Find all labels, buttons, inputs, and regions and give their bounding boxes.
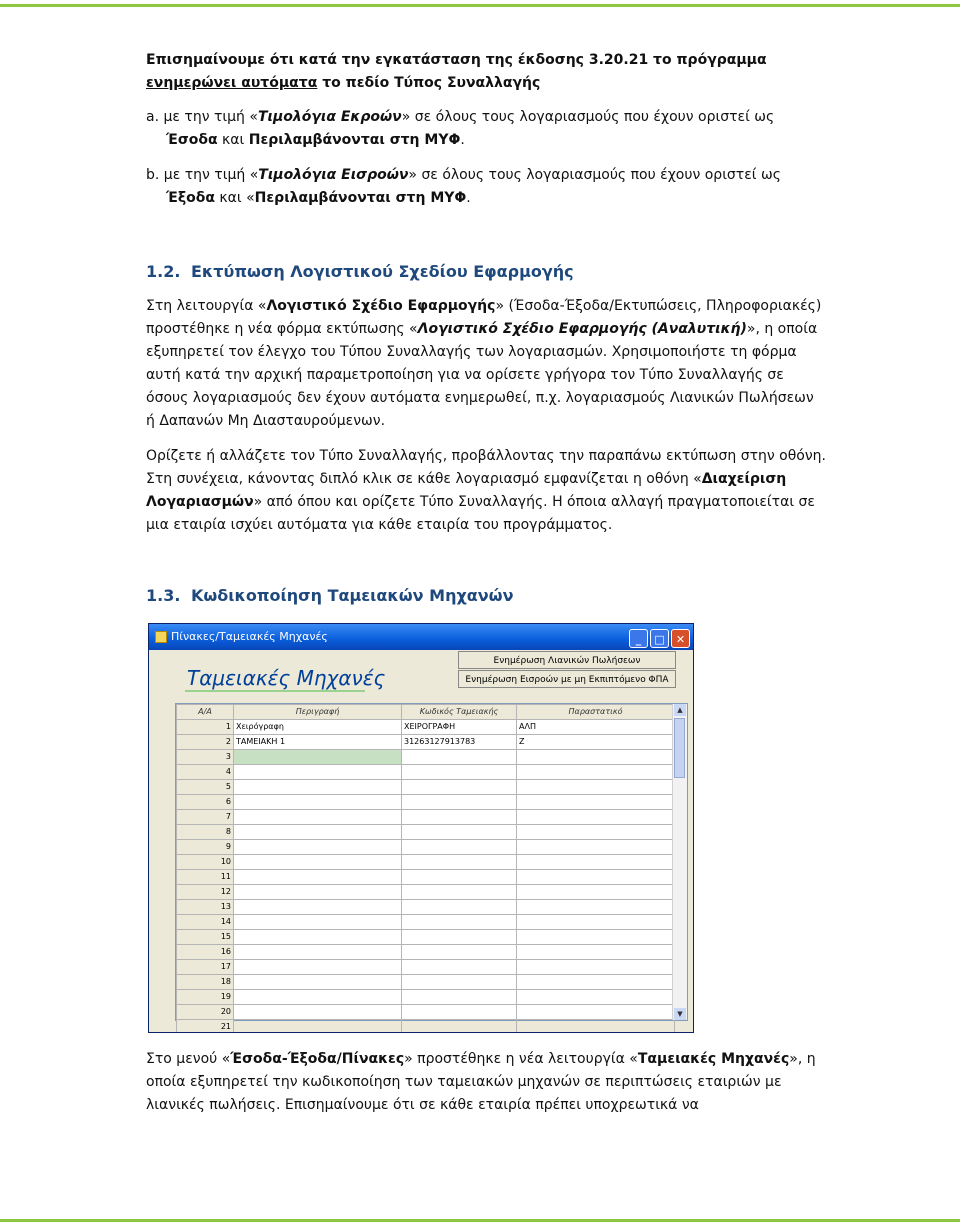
grid-cell[interactable] <box>402 855 517 870</box>
grid-cell[interactable] <box>402 750 517 765</box>
grid-cell[interactable] <box>402 990 517 1005</box>
list-text: . <box>460 132 465 148</box>
window-controls <box>627 627 690 653</box>
grid-cell[interactable]: Ζ <box>517 735 675 750</box>
row-number: 12 <box>177 885 234 900</box>
grid-cell[interactable] <box>234 915 402 930</box>
grid-cell[interactable] <box>517 855 675 870</box>
grid-cell[interactable] <box>517 870 675 885</box>
grid-cell[interactable] <box>402 870 517 885</box>
grid-cell[interactable] <box>234 885 402 900</box>
grid-cell[interactable] <box>234 1005 402 1020</box>
para-bold-italic: Λογιστικό Σχέδιο Εφαρμογής (Αναλυτική) <box>417 321 747 337</box>
list-text: » σε όλους τους λογαριασμούς που έχουν οριστεί ως <box>408 167 781 183</box>
grid-cell[interactable]: ΤΑΜΕΙΑΚΗ 1 <box>234 735 402 750</box>
table-row[interactable] <box>177 885 675 900</box>
cash-register-window <box>148 623 694 1033</box>
grid-cell[interactable] <box>517 780 675 795</box>
intro-text-end: το πεδίο Τύπος Συναλλαγής <box>317 75 541 91</box>
grid-cell[interactable] <box>234 975 402 990</box>
grid-cell[interactable] <box>517 945 675 960</box>
para-bold: Λογιστικό Σχέδιο Εφαρμογής <box>266 298 496 314</box>
list-label: b. <box>146 167 160 183</box>
table-row[interactable] <box>177 720 675 735</box>
final-paragraph <box>146 1048 826 1117</box>
table-row[interactable] <box>177 735 675 750</box>
row-number: 3 <box>177 750 234 765</box>
table-row[interactable] <box>177 780 675 795</box>
list-text: με την τιμή « <box>159 109 258 125</box>
table-row[interactable] <box>177 975 675 990</box>
close-icon[interactable]: ✕ <box>671 629 690 648</box>
table-row[interactable] <box>177 795 675 810</box>
grid-cell[interactable] <box>402 945 517 960</box>
row-number: 18 <box>177 975 234 990</box>
list-label: a. <box>146 109 160 125</box>
list-bold: Περιλαμβάνονται στη ΜΥΦ <box>248 132 461 148</box>
grid-cell[interactable] <box>234 990 402 1005</box>
grid-cell[interactable]: ΑΛΠ <box>517 720 675 735</box>
grid-cell[interactable] <box>234 825 402 840</box>
row-number: 13 <box>177 900 234 915</box>
table-row[interactable] <box>177 840 675 855</box>
table-row[interactable] <box>177 990 675 1005</box>
grid-cell[interactable] <box>402 1005 517 1020</box>
table-row[interactable] <box>177 915 675 930</box>
list-text: και « <box>214 190 255 206</box>
grid-cell[interactable] <box>402 915 517 930</box>
row-number: 8 <box>177 825 234 840</box>
form-title-underline <box>185 690 365 692</box>
grid-cell[interactable] <box>517 750 675 765</box>
scroll-thumb[interactable] <box>674 718 685 778</box>
section-number: 1.2. <box>146 262 181 281</box>
table-row[interactable] <box>177 750 675 765</box>
list-text: . <box>466 190 471 206</box>
column-header[interactable]: Α/Α <box>177 705 234 720</box>
grid-cell[interactable] <box>402 810 517 825</box>
row-number: 6 <box>177 795 234 810</box>
para-bold: Ταμειακές Μηχανές <box>637 1051 790 1067</box>
row-number: 5 <box>177 780 234 795</box>
row-number: 21 <box>177 1020 234 1034</box>
grid-cell[interactable] <box>234 930 402 945</box>
column-header[interactable]: Κωδικός Ταμειακής <box>402 705 517 720</box>
grid-cell[interactable] <box>402 765 517 780</box>
section-title: Κωδικοποίηση Ταμειακών Μηχανών <box>191 586 514 605</box>
maximize-icon[interactable]: □ <box>650 629 669 648</box>
grid-cell[interactable] <box>402 960 517 975</box>
list-bold: Τιμολόγια Εισροών <box>258 167 409 183</box>
table-row[interactable] <box>177 960 675 975</box>
row-number: 11 <box>177 870 234 885</box>
para-text: » από όπου και ορίζετε Τύπο Συναλλαγής. Η όποια αλλαγή πραγματοποιείται σε μια εταιρία ισχύει αυτόματα για κάθε εταιρία του προγράμματος. <box>146 494 815 533</box>
list-bold: Τιμολόγια Εκροών <box>257 109 402 125</box>
list-text: με την τιμή « <box>159 167 259 183</box>
row-number: 20 <box>177 1005 234 1020</box>
table-row[interactable] <box>177 810 675 825</box>
grid-cell[interactable] <box>517 915 675 930</box>
grid-cell[interactable] <box>234 750 402 765</box>
grid-cell[interactable] <box>234 840 402 855</box>
grid-cell[interactable] <box>517 885 675 900</box>
row-number: 10 <box>177 855 234 870</box>
table-row[interactable] <box>177 1020 675 1034</box>
grid-cell[interactable] <box>234 1020 402 1034</box>
row-number: 15 <box>177 930 234 945</box>
grid-cell[interactable]: 31263127913783 <box>402 735 517 750</box>
table-row[interactable] <box>177 825 675 840</box>
grid-cell[interactable] <box>402 900 517 915</box>
grid-cell[interactable] <box>234 945 402 960</box>
grid-cell[interactable] <box>234 810 402 825</box>
grid-cell[interactable] <box>402 1020 517 1034</box>
grid-cell[interactable] <box>234 960 402 975</box>
update-retail-sales-button[interactable]: Ενημέρωση Λιανικών Πωλήσεων <box>458 651 676 669</box>
scroll-up-icon[interactable]: ▲ <box>674 704 686 716</box>
grid-cell[interactable] <box>517 810 675 825</box>
table-row[interactable] <box>177 855 675 870</box>
section-title: Εκτύπωση Λογιστικού Σχεδίου Εφαρμογής <box>191 262 574 281</box>
para-bold: Έσοδα-Έξοδα/Πίνακες <box>230 1051 405 1067</box>
row-number: 19 <box>177 990 234 1005</box>
grid-cell[interactable] <box>517 990 675 1005</box>
para-text: », η οποία εξυπηρετεί την κωδικοποίηση των ταμειακών μηχανών σε περιπτώσεις εταιριών με λιανικές πωλήσεις. Επισημαίνουμε ότι σε κάθε εταιρία πρέπει υποχρεωτικά να <box>146 1051 816 1113</box>
window-title: Πίνακες/Ταμειακές Μηχανές <box>171 630 328 643</box>
section-heading <box>146 586 513 605</box>
window-titlebar[interactable] <box>149 624 693 650</box>
intro-paragraph <box>146 49 826 95</box>
row-number: 17 <box>177 960 234 975</box>
table-row[interactable] <box>177 930 675 945</box>
section12-paragraph-a <box>146 295 826 433</box>
list-text: » σε όλους τους λογαριασμούς που έχουν οριστεί ως <box>401 109 775 125</box>
para-text: Στη λειτουργία « <box>146 298 267 314</box>
grid-cell[interactable] <box>402 780 517 795</box>
grid-cell[interactable]: ΧΕΙΡΟΓΡΑΦΗ <box>402 720 517 735</box>
bottom-rule <box>0 1219 960 1222</box>
list-item <box>146 164 826 210</box>
grid-cell[interactable] <box>517 960 675 975</box>
section12-paragraph-b <box>146 445 826 537</box>
section-number: 1.3. <box>146 586 181 605</box>
update-inputs-button[interactable]: Ενημέρωση Εισροών με μη Εκπιπτόμενο ΦΠΑ <box>458 670 676 688</box>
list-bold: Έξοδα <box>166 190 215 206</box>
grid-cell[interactable] <box>517 1005 675 1020</box>
intro-text: Επισημαίνουμε ότι κατά την εγκατάσταση της έκδοσης 3.20.21 το πρόγραμμα <box>146 52 767 68</box>
grid-cell[interactable] <box>234 765 402 780</box>
grid-cell[interactable] <box>402 825 517 840</box>
list-text: και <box>217 132 249 148</box>
table-row[interactable] <box>177 900 675 915</box>
grid-cell[interactable] <box>234 900 402 915</box>
para-text: » προστέθηκε η νέα λειτουργία « <box>404 1051 638 1067</box>
row-number: 1 <box>177 720 234 735</box>
list-bold: Περιλαμβάνονται στη ΜΥΦ <box>254 190 467 206</box>
column-header[interactable]: Περιγραφή <box>234 705 402 720</box>
grid-cell[interactable] <box>517 825 675 840</box>
grid-header-row <box>177 705 675 720</box>
para-text: Ορίζετε ή αλλάζετε τον Τύπο Συναλλαγής, προβάλλοντας την παραπάνω εκτύπωση στην οθόνη. Στη συνέχεια, κάνοντας διπλό κλικ σε κάθε λογαριασμό εμφανίζεται η οθόνη « <box>146 448 826 487</box>
grid-cell[interactable] <box>402 840 517 855</box>
row-number: 7 <box>177 810 234 825</box>
grid-cell[interactable] <box>402 930 517 945</box>
grid-cell[interactable] <box>517 930 675 945</box>
para-bold: Διαχείριση Λογαριασμών <box>146 471 787 510</box>
grid-cell[interactable] <box>517 900 675 915</box>
row-number: 16 <box>177 945 234 960</box>
row-number: 2 <box>177 735 234 750</box>
section-heading <box>146 262 574 281</box>
grid-cell[interactable] <box>234 855 402 870</box>
grid-cell[interactable] <box>402 975 517 990</box>
list-item <box>146 106 826 152</box>
table-row[interactable] <box>177 945 675 960</box>
grid-cell[interactable] <box>517 765 675 780</box>
list-bold: Έσοδα <box>166 132 218 148</box>
minimize-icon[interactable]: _ <box>629 629 648 648</box>
grid-cell[interactable] <box>402 885 517 900</box>
table-row[interactable] <box>177 1005 675 1020</box>
grid-cell[interactable] <box>517 840 675 855</box>
row-number: 4 <box>177 765 234 780</box>
row-number: 14 <box>177 915 234 930</box>
cash-register-grid <box>175 703 688 1031</box>
grid-cell[interactable] <box>517 795 675 810</box>
para-text: » (Έσοδα-Έξοδα/Εκτυπώσεις, Πληροφοριακές) προστέθηκε η νέα φόρμα εκτύπωσης « <box>146 298 822 337</box>
form-title: Ταμειακές Μηχανές <box>187 666 386 690</box>
app-icon <box>155 631 167 643</box>
grid-cell[interactable] <box>234 870 402 885</box>
grid-cell[interactable]: Χειρόγραφη <box>234 720 402 735</box>
para-text: », η οποία εξυπηρετεί τον έλεγχο του Τύπου Συναλλαγής των λογαριασμών. Χρησιμοποιήστε τη φόρμα αυτή κατά την αρχική παραμετροποίηση για να ορίσετε γρήγορα τον Τύπο Συναλλαγής σε όσους λογαριασμούς δεν έχουν αυτόματα ενημερωθεί, π.χ. λογαριασμούς Λιανικών Πωλήσεων ή Δαπανών Μη Διασταυρούμενων. <box>146 321 818 429</box>
grid-cell[interactable] <box>517 975 675 990</box>
grid-cell[interactable] <box>234 780 402 795</box>
grid-cell[interactable] <box>234 795 402 810</box>
vertical-scrollbar[interactable] <box>672 704 687 1020</box>
grid-table <box>176 704 675 1033</box>
row-number: 9 <box>177 840 234 855</box>
grid-cell[interactable] <box>517 1020 675 1034</box>
table-row[interactable] <box>177 870 675 885</box>
top-rule <box>0 4 960 7</box>
para-text: Στο μενού « <box>146 1051 231 1067</box>
intro-underlined: ενημερώνει αυτόματα <box>146 75 318 91</box>
table-row[interactable] <box>177 765 675 780</box>
grid-cell[interactable] <box>402 795 517 810</box>
scroll-down-icon[interactable]: ▼ <box>674 1008 686 1020</box>
column-header[interactable]: Παραστατικό <box>517 705 675 720</box>
